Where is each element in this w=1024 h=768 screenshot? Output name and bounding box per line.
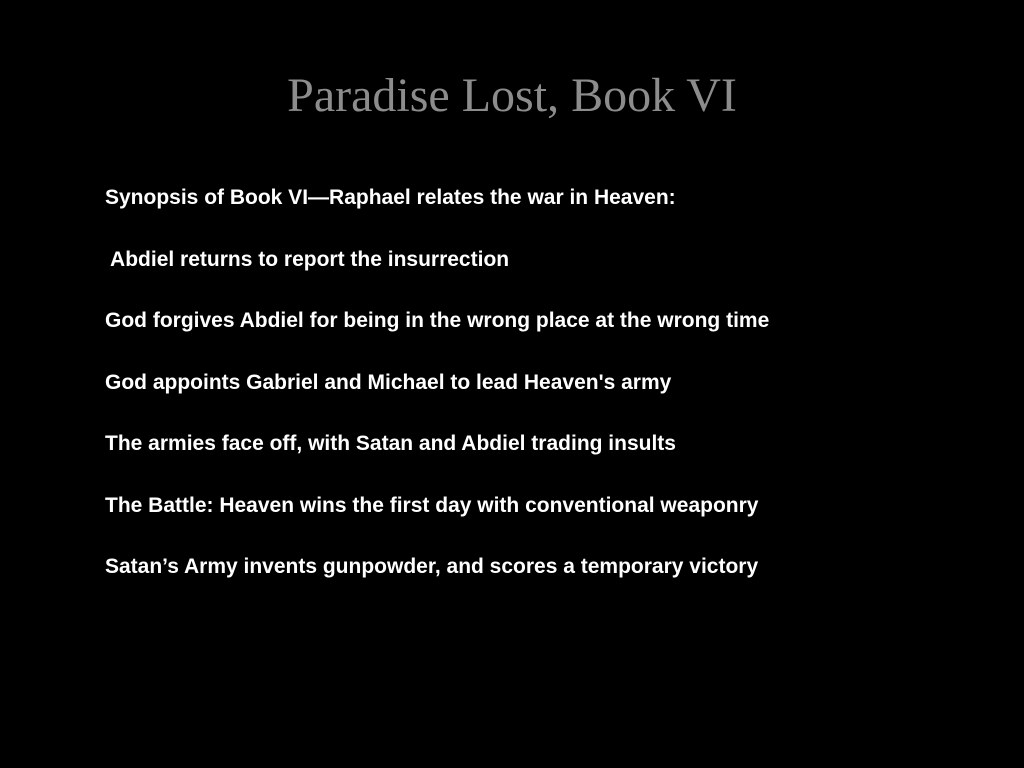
synopsis-line: The Battle: Heaven wins the first day with conventional weaponry [105,493,759,517]
synopsis-line: God forgives Abdiel for being in the wrong place at the wrong time [105,309,770,332]
synopsis-line: The armies face off, with Satan and Abdiel trading insults [105,432,676,455]
synopsis-line: Abdiel returns to report the insurrection [105,247,510,271]
synopsis-line: Satan’s Army invents gunpowder, and scores a temporary victory [105,555,759,578]
slide-title: Paradise Lost, Book VI [287,69,737,122]
slide-body [105,180,1005,611]
synopsis-line: God appoints Gabriel and Michael to lead Heaven's army [105,370,672,394]
synopsis-heading: Synopsis of Book VI—Raphael relates the war in Heaven: [105,186,676,209]
